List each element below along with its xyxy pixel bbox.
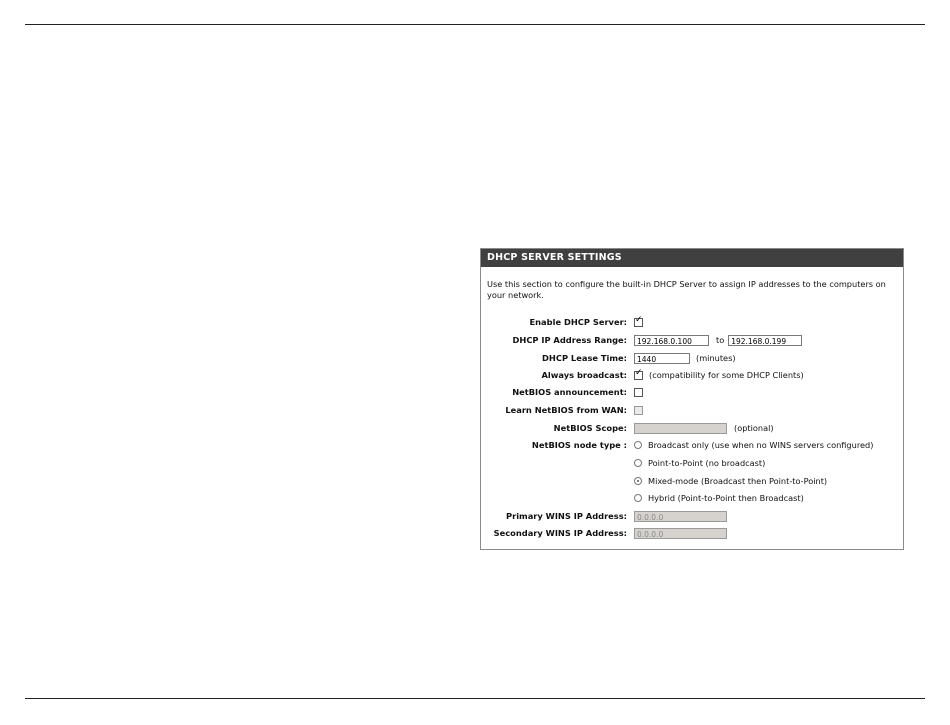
always-broadcast-checkbox[interactable] — [634, 371, 643, 380]
enable-dhcp-label: Enable DHCP Server: — [529, 317, 627, 327]
always-broadcast-control — [634, 368, 804, 382]
ip-range-to-label: to — [716, 335, 725, 345]
enable-dhcp-control — [634, 315, 643, 329]
netbios-scope-control — [634, 421, 774, 435]
always-broadcast-label: Always broadcast: — [541, 370, 627, 380]
radio-point-to-point[interactable] — [634, 459, 642, 467]
netbios-scope-label: NetBIOS Scope: — [553, 423, 627, 433]
learn-netbios-control — [634, 403, 643, 417]
learn-netbios-row — [481, 403, 903, 417]
radio-broadcast-only[interactable] — [634, 441, 642, 449]
secondary-wins-label: Secondary WINS IP Address: — [493, 528, 627, 538]
learn-netbios-label: Learn NetBIOS from WAN: — [505, 405, 627, 415]
node-type-label: NetBIOS node type : — [531, 440, 627, 450]
node-type-option-hybrid[interactable] — [634, 491, 804, 505]
ip-range-end-input[interactable]: 192.168.0.199 — [728, 335, 802, 346]
netbios-announcement-label: NetBIOS announcement: — [512, 387, 627, 397]
secondary-wins-row — [481, 526, 903, 540]
radio-broadcast-only-label: Broadcast only (use when no WINS servers configured) — [648, 440, 874, 450]
node-type-row-2 — [481, 456, 903, 470]
netbios-announcement-control — [634, 385, 643, 399]
radio-mixed-mode-label: Mixed-mode (Broadcast then Point-to-Point) — [648, 476, 828, 486]
radio-hybrid-label: Hybrid (Point-to-Point then Broadcast) — [648, 493, 804, 503]
secondary-wins-input[interactable]: 0.0.0.0 — [634, 528, 727, 539]
primary-wins-row — [481, 509, 903, 523]
radio-point-to-point-label: Point-to-Point (no broadcast) — [648, 458, 766, 468]
ip-range-control — [634, 333, 802, 347]
top-divider — [25, 24, 925, 25]
enable-dhcp-row — [481, 315, 903, 329]
panel-description: Use this section to configure the built-in DHCP Server to assign IP addresses to the computers on your network. — [487, 279, 886, 300]
lease-time-unit: (minutes) — [696, 353, 736, 363]
always-broadcast-note: (compatibility for some DHCP Clients) — [649, 370, 804, 380]
dhcp-server-settings-panel — [480, 248, 904, 550]
netbios-scope-note: (optional) — [734, 423, 774, 433]
lease-time-row — [481, 351, 903, 365]
lease-time-input[interactable]: 1440 — [634, 353, 690, 364]
node-type-option-p2p[interactable] — [634, 456, 765, 470]
panel-title: DHCP SERVER SETTINGS — [481, 249, 903, 267]
netbios-scope-input[interactable] — [634, 423, 727, 434]
netbios-announcement-checkbox[interactable] — [634, 388, 643, 397]
lease-time-control — [634, 351, 736, 365]
learn-netbios-checkbox[interactable] — [634, 406, 643, 415]
primary-wins-control — [634, 509, 727, 523]
lease-time-label: DHCP Lease Time: — [542, 353, 627, 363]
node-type-row-4 — [481, 491, 903, 505]
bottom-divider — [25, 698, 925, 699]
node-type-option-mixed[interactable] — [634, 474, 827, 488]
node-type-row — [481, 438, 903, 452]
enable-dhcp-checkbox[interactable] — [634, 318, 643, 327]
always-broadcast-row — [481, 368, 903, 382]
radio-mixed-mode[interactable] — [634, 477, 642, 485]
secondary-wins-control — [634, 526, 727, 540]
ip-range-start-input[interactable]: 192.168.0.100 — [634, 335, 709, 346]
node-type-option-broadcast[interactable] — [634, 438, 873, 452]
netbios-scope-row — [481, 421, 903, 435]
netbios-announcement-row — [481, 385, 903, 399]
primary-wins-input[interactable]: 0.0.0.0 — [634, 511, 727, 522]
ip-range-label: DHCP IP Address Range: — [512, 335, 627, 345]
primary-wins-label: Primary WINS IP Address: — [506, 511, 627, 521]
ip-range-row — [481, 333, 903, 347]
radio-hybrid[interactable] — [634, 494, 642, 502]
node-type-row-3 — [481, 474, 903, 488]
